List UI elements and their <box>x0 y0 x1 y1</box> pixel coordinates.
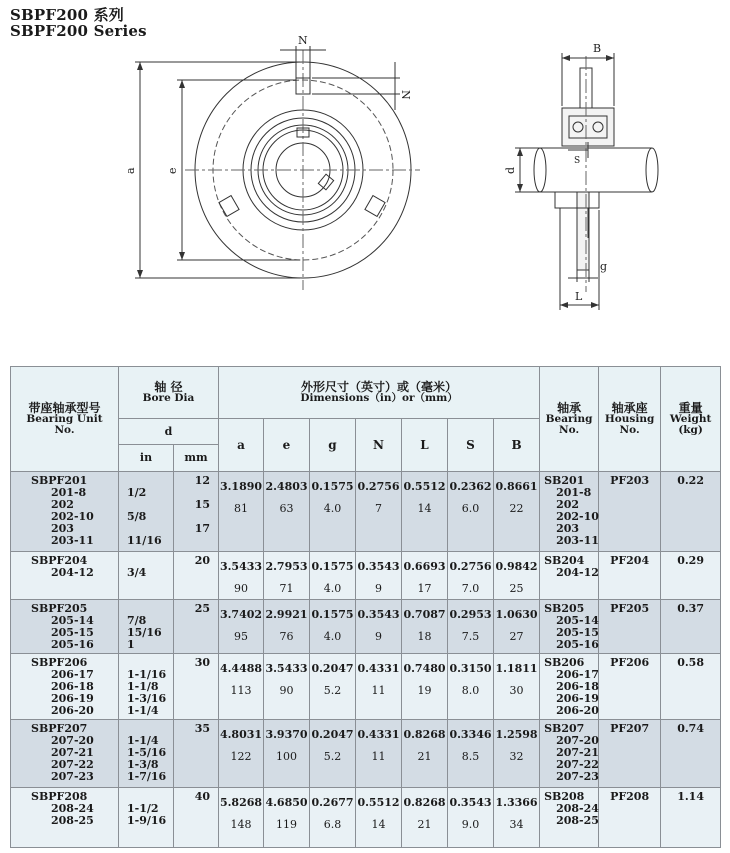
dim-label-n-side: N <box>399 90 412 100</box>
cell-line: 207-20 <box>556 734 599 747</box>
dim-value-in: 0.3150 <box>449 662 492 675</box>
hdr-dim-g: g <box>310 419 356 472</box>
hdr-dimensions: 外形尺寸（英寸）或（毫米） Dimensions（in）or（mm） <box>219 367 540 419</box>
cell-line: 1-1/2 <box>127 802 159 815</box>
cell-line: 207-22 <box>556 758 599 771</box>
dim-cell <box>264 600 310 654</box>
dim-value-mm: 71 <box>279 582 294 595</box>
dim-value-in: 0.2677 <box>311 796 354 809</box>
dim-cell <box>264 788 310 848</box>
cell-line: 1-9/16 <box>127 814 167 827</box>
dim-value-in: 1.1811 <box>495 662 538 675</box>
dim-cell <box>219 720 264 788</box>
dim-cell <box>402 720 448 788</box>
dim-value-mm: 19 <box>417 684 432 697</box>
cell-line <box>174 567 210 579</box>
dim-value-in: 0.2047 <box>311 728 354 741</box>
dim-cell <box>219 788 264 848</box>
dim-value-in: 1.3366 <box>495 796 538 809</box>
cell-line: 20 <box>194 554 210 567</box>
cell-line: 207-21 <box>556 746 599 759</box>
dim-cell <box>494 654 540 720</box>
dim-value-in: 0.7087 <box>403 608 446 621</box>
cell-line <box>174 771 210 783</box>
dim-value-in: 1.0630 <box>495 608 538 621</box>
dim-value-mm: 21 <box>417 818 432 831</box>
dim-cell <box>219 552 264 600</box>
dim-value-in: 0.3346 <box>449 728 492 741</box>
dim-cell <box>494 788 540 848</box>
bore-mm-cell <box>174 720 219 788</box>
cell-line: 202-10 <box>556 510 599 523</box>
cell-line: SB201 <box>544 474 585 487</box>
cell-line: 11/16 <box>127 534 162 547</box>
dim-cell <box>402 788 448 848</box>
hdr-bore-d: d <box>119 419 219 445</box>
cell-line: SBPF206 <box>31 656 88 669</box>
weight-cell: 0.74 <box>661 720 721 788</box>
cell-line: 1-1/4 <box>127 734 159 747</box>
cell-line: 205-16 <box>51 638 94 651</box>
dim-cell <box>219 600 264 654</box>
dim-value-mm: 27 <box>509 630 524 643</box>
dim-value-in: 1.2598 <box>495 728 538 741</box>
cell-line: 206-18 <box>556 680 599 693</box>
dim-value-in: 0.3543 <box>357 560 400 573</box>
series-title-en: SBPF200 Series <box>10 22 147 40</box>
dim-cell <box>310 654 356 720</box>
dim-value-mm: 5.2 <box>323 750 342 763</box>
dim-value-in: 4.4488 <box>219 662 263 675</box>
dim-value-in: 0.3543 <box>357 608 400 621</box>
hdr-dim-l: L <box>402 419 448 472</box>
cell-line: 5/8 <box>127 510 147 523</box>
dim-value-mm: 5.2 <box>323 684 342 697</box>
dim-value-in: 3.9370 <box>265 728 308 741</box>
dim-cell <box>310 788 356 848</box>
dim-value-mm: 4.0 <box>323 582 342 595</box>
cell-line <box>174 615 210 627</box>
dim-value-mm: 7.0 <box>461 582 480 595</box>
dim-value-mm: 63 <box>279 502 294 515</box>
cell-line: SB206 <box>544 656 585 669</box>
dim-value-in: 0.3543 <box>449 796 492 809</box>
cell-line: 206-18 <box>51 680 94 693</box>
bearing-no-cell <box>540 720 599 788</box>
dim-value-in: 0.5512 <box>357 796 400 809</box>
bearing-body <box>562 108 614 146</box>
bore-mm-cell <box>174 472 219 552</box>
dim-cell <box>310 472 356 552</box>
housing-no-cell: PF205 <box>599 600 661 654</box>
cell-line: SBPF208 <box>31 790 88 803</box>
dim-cell <box>264 552 310 600</box>
dim-value-mm: 8.0 <box>461 684 480 697</box>
dim-label-l: L <box>575 290 583 303</box>
dim-value-mm: 90 <box>279 684 294 697</box>
dim-cell <box>448 654 494 720</box>
table-row <box>11 472 721 552</box>
dim-value-in: 0.9842 <box>495 560 538 573</box>
bearing-unit-cell <box>11 600 119 654</box>
dim-cell <box>494 472 540 552</box>
cell-line <box>174 627 210 639</box>
bore-in-cell <box>119 720 174 788</box>
dim-value-mm: 4.0 <box>323 630 342 643</box>
dim-cell <box>356 654 402 720</box>
cell-line: 207-22 <box>51 758 94 771</box>
cell-line <box>174 747 210 759</box>
cell-line: SB204 <box>544 554 585 567</box>
dim-value-mm: 148 <box>230 818 252 831</box>
dim-value-in: 0.1575 <box>311 480 354 493</box>
cell-line <box>174 535 210 547</box>
dim-cell <box>264 472 310 552</box>
dim-value-mm: 9 <box>375 630 382 643</box>
bore-in-cell <box>119 472 174 552</box>
hdr-dim-n: N <box>356 419 402 472</box>
table-row <box>11 654 721 720</box>
dim-cell <box>219 654 264 720</box>
cell-line: 1-1/8 <box>127 680 159 693</box>
dim-cell <box>356 600 402 654</box>
hdr-bore-mm: mm <box>174 445 219 472</box>
cell-line: 202-10 <box>51 510 94 523</box>
dim-cell <box>356 472 402 552</box>
cell-line: 35 <box>194 722 210 735</box>
dim-cell <box>494 720 540 788</box>
cell-line <box>174 815 210 827</box>
cell-line: 202 <box>556 498 580 511</box>
bore-in-cell <box>119 654 174 720</box>
bearing-no-cell <box>540 788 599 848</box>
cell-line: 1-1/16 <box>127 668 167 681</box>
cell-line: 206-19 <box>51 692 94 705</box>
flange-plate-side <box>577 192 589 270</box>
dim-value-mm: 113 <box>230 684 252 697</box>
dim-value-mm: 25 <box>509 582 524 595</box>
dim-cell <box>264 720 310 788</box>
dim-cell <box>448 472 494 552</box>
dim-value-in: 0.1575 <box>311 560 354 573</box>
housing-no-cell: PF206 <box>599 654 661 720</box>
cell-line: SB207 <box>544 722 585 735</box>
cell-line: 40 <box>194 790 210 803</box>
dim-value-in: 3.7402 <box>219 608 263 621</box>
mounting-slot-left <box>219 196 239 217</box>
dim-value-mm: 6.8 <box>323 818 342 831</box>
housing-no-cell: PF207 <box>599 720 661 788</box>
cell-line <box>174 735 210 747</box>
dim-value-in: 0.4331 <box>357 728 400 741</box>
dim-label-s: S <box>574 156 581 166</box>
dim-value-in: 0.1575 <box>311 608 354 621</box>
cell-line: 15/16 <box>127 626 162 639</box>
dim-value-in: 0.2047 <box>311 662 354 675</box>
cell-line: 207-21 <box>51 746 94 759</box>
dim-value-in: 0.8268 <box>403 796 446 809</box>
dim-cell <box>356 720 402 788</box>
dim-value-in: 0.2756 <box>449 560 492 573</box>
cell-line: 207-23 <box>556 770 599 783</box>
dim-value-mm: 34 <box>509 818 524 831</box>
dim-cell <box>402 600 448 654</box>
cell-line: 208-25 <box>51 814 94 827</box>
dim-value-in: 4.8031 <box>219 728 263 741</box>
cell-line: 3/4 <box>127 566 147 579</box>
cell-line: 208-24 <box>556 802 599 815</box>
dim-label-e: e <box>166 167 179 174</box>
cell-line: 206-20 <box>556 704 599 717</box>
cell-line <box>174 705 210 717</box>
weight-cell: 0.29 <box>661 552 721 600</box>
dim-value-mm: 119 <box>276 818 297 831</box>
cell-line: 207-20 <box>51 734 94 747</box>
dim-value-in: 2.9921 <box>265 608 308 621</box>
series-title-cn: SBPF200 系列 <box>10 6 124 24</box>
dim-cell <box>310 600 356 654</box>
hdr-bearing-unit: 带座轴承型号 Bearing Unit No. <box>11 367 119 472</box>
dim-value-in: 5.8268 <box>219 796 263 809</box>
cell-line: 205-15 <box>556 626 599 639</box>
dim-value-mm: 18 <box>417 630 432 643</box>
dim-value-mm: 11 <box>371 684 386 697</box>
bearing-no-cell <box>540 552 599 600</box>
cell-line: 204-12 <box>556 566 599 579</box>
dim-cell <box>494 600 540 654</box>
cell-line: 1 <box>127 638 135 651</box>
dim-value-in: 0.2362 <box>449 480 492 493</box>
bearing-unit-cell <box>11 552 119 600</box>
cell-line: SB205 <box>544 602 585 615</box>
cell-line: 203 <box>556 522 580 535</box>
hdr-dim-s: S <box>448 419 494 472</box>
hdr-bore-in: in <box>119 445 174 472</box>
cell-line: 15 <box>194 498 210 511</box>
cell-line: 201-8 <box>51 486 87 499</box>
cell-line: 17 <box>194 522 210 535</box>
dim-cell <box>448 552 494 600</box>
cell-line: 7/8 <box>127 614 147 627</box>
dim-value-in: 4.6850 <box>265 796 308 809</box>
cell-line: 206-17 <box>51 668 94 681</box>
cell-line: 206-20 <box>51 704 94 717</box>
bore-mm-cell <box>174 552 219 600</box>
bore-in-cell <box>119 600 174 654</box>
cell-line: 25 <box>194 602 210 615</box>
housing-no-cell: PF204 <box>599 552 661 600</box>
weight-cell: 1.14 <box>661 788 721 848</box>
technical-drawing <box>0 0 730 360</box>
cell-line <box>174 693 210 705</box>
bearing-unit-cell <box>11 472 119 552</box>
dim-value-in: 0.8268 <box>403 728 446 741</box>
dim-value-mm: 11 <box>371 750 386 763</box>
cell-line: SBPF201 <box>31 474 88 487</box>
cell-line: 206-17 <box>556 668 599 681</box>
dim-value-in: 0.5512 <box>403 480 446 493</box>
dim-value-mm: 100 <box>276 750 297 763</box>
bore-mm-cell <box>174 600 219 654</box>
cell-line: 203-11 <box>556 534 599 547</box>
dim-cell <box>264 654 310 720</box>
table-row <box>11 788 721 848</box>
dim-label-b: B <box>593 42 602 55</box>
cell-line: 203-11 <box>51 534 94 547</box>
bearing-no-cell <box>540 654 599 720</box>
dim-value-in: 3.5433 <box>265 662 308 675</box>
table-row <box>11 720 721 788</box>
cell-line: 204-12 <box>51 566 94 579</box>
dim-value-in: 0.7480 <box>403 662 446 675</box>
weight-cell: 0.58 <box>661 654 721 720</box>
dim-value-in: 0.8661 <box>495 480 538 493</box>
dim-cell <box>494 552 540 600</box>
dim-cell <box>402 654 448 720</box>
dim-value-mm: 90 <box>234 582 248 595</box>
dim-value-mm: 7 <box>375 502 382 515</box>
cell-line: 1-3/8 <box>127 758 159 771</box>
cell-line: 12 <box>194 474 210 487</box>
cell-line: 203 <box>51 522 74 535</box>
dim-cell <box>310 552 356 600</box>
cell-line: 1-3/16 <box>127 692 167 705</box>
cell-line: SBPF204 <box>31 554 88 567</box>
cell-line: 201-8 <box>556 486 592 499</box>
cell-line: 206-19 <box>556 692 599 705</box>
cell-line: 1-5/16 <box>127 746 167 759</box>
cell-line <box>174 803 210 815</box>
dim-cell <box>356 788 402 848</box>
dim-value-mm: 81 <box>234 502 248 515</box>
cell-line: 207-23 <box>51 770 94 783</box>
cell-line: 202 <box>51 498 74 511</box>
cell-line <box>174 639 210 651</box>
cell-line: SBPF207 <box>31 722 88 735</box>
hdr-bore-dia: 轴 径 Bore Dia <box>119 367 219 419</box>
dim-label-d: d <box>504 166 517 174</box>
dim-value-mm: 30 <box>509 684 524 697</box>
cell-line: SB208 <box>544 790 585 803</box>
cell-line: 30 <box>194 656 210 669</box>
cell-line: 205-15 <box>51 626 94 639</box>
dim-value-in: 3.5433 <box>219 560 263 573</box>
dim-value-mm: 9 <box>375 582 382 595</box>
cell-line: 1/2 <box>127 486 147 499</box>
housing-no-cell: PF208 <box>599 788 661 848</box>
cell-line: 208-24 <box>51 802 94 815</box>
dim-value-mm: 4.0 <box>323 502 342 515</box>
dim-label-n-top: N <box>298 34 308 47</box>
cell-line <box>174 681 210 693</box>
dim-value-mm: 22 <box>509 502 524 515</box>
dim-value-mm: 95 <box>234 630 248 643</box>
dim-value-mm: 122 <box>230 750 252 763</box>
dim-value-mm: 76 <box>279 630 294 643</box>
dim-cell <box>448 720 494 788</box>
cell-line: 1-1/4 <box>127 704 159 717</box>
cell-line: 205-14 <box>556 614 599 627</box>
dim-cell <box>356 552 402 600</box>
cell-line: SBPF205 <box>31 602 88 615</box>
dim-value-mm: 7.5 <box>461 630 480 643</box>
cell-line: 205-16 <box>556 638 599 651</box>
cell-line <box>174 759 210 771</box>
dim-value-in: 0.4331 <box>357 662 400 675</box>
dim-value-mm: 17 <box>417 582 432 595</box>
housing-no-cell: PF203 <box>599 472 661 552</box>
dim-value-in: 3.1890 <box>219 480 263 493</box>
dim-label-g: g <box>600 260 608 273</box>
hdr-housing-no: 轴承座 Housing No. <box>599 367 661 472</box>
weight-cell: 0.37 <box>661 600 721 654</box>
cell-line: 1-7/16 <box>127 770 167 783</box>
spec-table <box>10 366 721 848</box>
bore-mm-cell <box>174 654 219 720</box>
dim-value-mm: 14 <box>417 502 432 515</box>
dim-cell <box>310 720 356 788</box>
bearing-unit-cell <box>11 788 119 848</box>
bore-in-cell <box>119 552 174 600</box>
hdr-dim-a: a <box>219 419 264 472</box>
dim-value-mm: 8.5 <box>461 750 480 763</box>
dim-value-mm: 9.0 <box>461 818 480 831</box>
cell-line <box>174 669 210 681</box>
dim-value-mm: 21 <box>417 750 432 763</box>
cell-line: 208-25 <box>556 814 599 827</box>
dim-value-mm: 32 <box>509 750 524 763</box>
bore-mm-cell <box>174 788 219 848</box>
table-row <box>11 600 721 654</box>
cell-line: 205-14 <box>51 614 94 627</box>
dim-cell <box>402 552 448 600</box>
bore-in-cell <box>119 788 174 848</box>
hdr-weight: 重量 Weight (kg) <box>661 367 721 472</box>
dim-cell <box>448 600 494 654</box>
dim-cell <box>219 472 264 552</box>
dim-value-in: 2.7953 <box>265 560 308 573</box>
dim-value-in: 0.6693 <box>403 560 446 573</box>
dim-value-in: 0.2953 <box>449 608 492 621</box>
dim-value-mm: 14 <box>371 818 386 831</box>
hdr-bearing-no: 轴承 Bearing No. <box>540 367 599 472</box>
bearing-no-cell <box>540 472 599 552</box>
dim-cell <box>448 788 494 848</box>
bearing-unit-cell <box>11 654 119 720</box>
weight-cell: 0.22 <box>661 472 721 552</box>
table-row <box>11 552 721 600</box>
hdr-dim-b: B <box>494 419 540 472</box>
dim-value-mm: 6.0 <box>461 502 480 515</box>
dim-value-in: 2.4803 <box>265 480 308 493</box>
bearing-no-cell <box>540 600 599 654</box>
hdr-dim-e: e <box>264 419 310 472</box>
dim-label-a: a <box>124 167 137 174</box>
bearing-unit-cell <box>11 720 119 788</box>
dim-cell <box>402 472 448 552</box>
dim-value-in: 0.2756 <box>357 480 400 493</box>
